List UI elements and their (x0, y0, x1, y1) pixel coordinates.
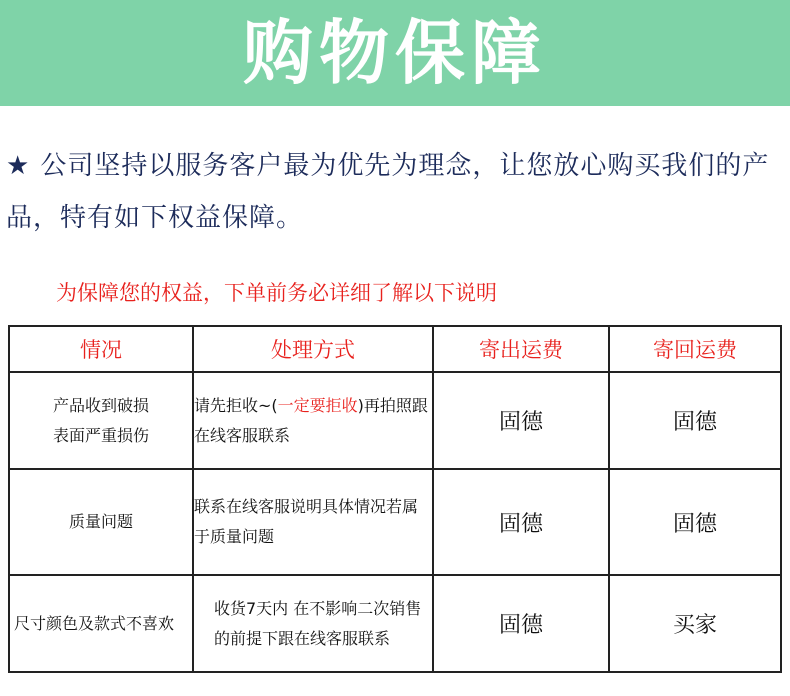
ship-back-fee-cell: 买家 (609, 575, 781, 672)
method-cell: 联系在线客服说明具体情况若属于质量问题 (193, 469, 433, 575)
header-ship-out-fee: 寄出运费 (433, 326, 609, 372)
situation-line: 尺寸颜色及款式不喜欢 (14, 613, 175, 633)
situation-cell (9, 372, 193, 469)
table-header-row (9, 326, 781, 372)
notice-text: 为保障您的权益，下单前务必详细了解以下说明 (56, 281, 497, 305)
method-text: )再拍照跟在线客服联系 (194, 395, 428, 445)
ship-back-fee-cell: 固德 (609, 469, 781, 575)
method-highlight: 一定要拒收 (277, 395, 358, 415)
header-ship-back-fee: 寄回运费 (609, 326, 781, 372)
situation-line: 产品收到破损 (52, 395, 149, 415)
method-cell (193, 372, 433, 469)
page-title: 购物保障 (243, 11, 547, 94)
situation-cell (9, 469, 193, 575)
header-situation: 情况 (9, 326, 193, 372)
method-text: 请先拒收~( (194, 395, 278, 415)
header-method: 处理方式 (193, 326, 433, 372)
situation-line: 质量问题 (68, 512, 133, 531)
ship-out-fee-cell: 固德 (433, 575, 609, 672)
intro-text: 公司坚持以服务客户最为优先为理念，让您放心购买我们的产品，特有如下权益保障。 (6, 151, 770, 233)
ship-out-fee-cell: 固德 (433, 469, 609, 575)
header-banner (0, 0, 790, 106)
situation-cell (9, 575, 193, 672)
guarantee-table (8, 325, 782, 673)
table-row (9, 372, 781, 469)
ship-back-fee-cell: 固德 (609, 372, 781, 469)
situation-line: 表面严重损伤 (52, 425, 149, 445)
star-icon: ★ (6, 151, 31, 181)
intro-paragraph (6, 140, 786, 244)
method-cell: 收货7天内 在不影响二次销售的前提下跟在线客服联系 (193, 575, 433, 672)
table-row (9, 469, 781, 575)
ship-out-fee-cell: 固德 (433, 372, 609, 469)
table-row (9, 575, 781, 672)
